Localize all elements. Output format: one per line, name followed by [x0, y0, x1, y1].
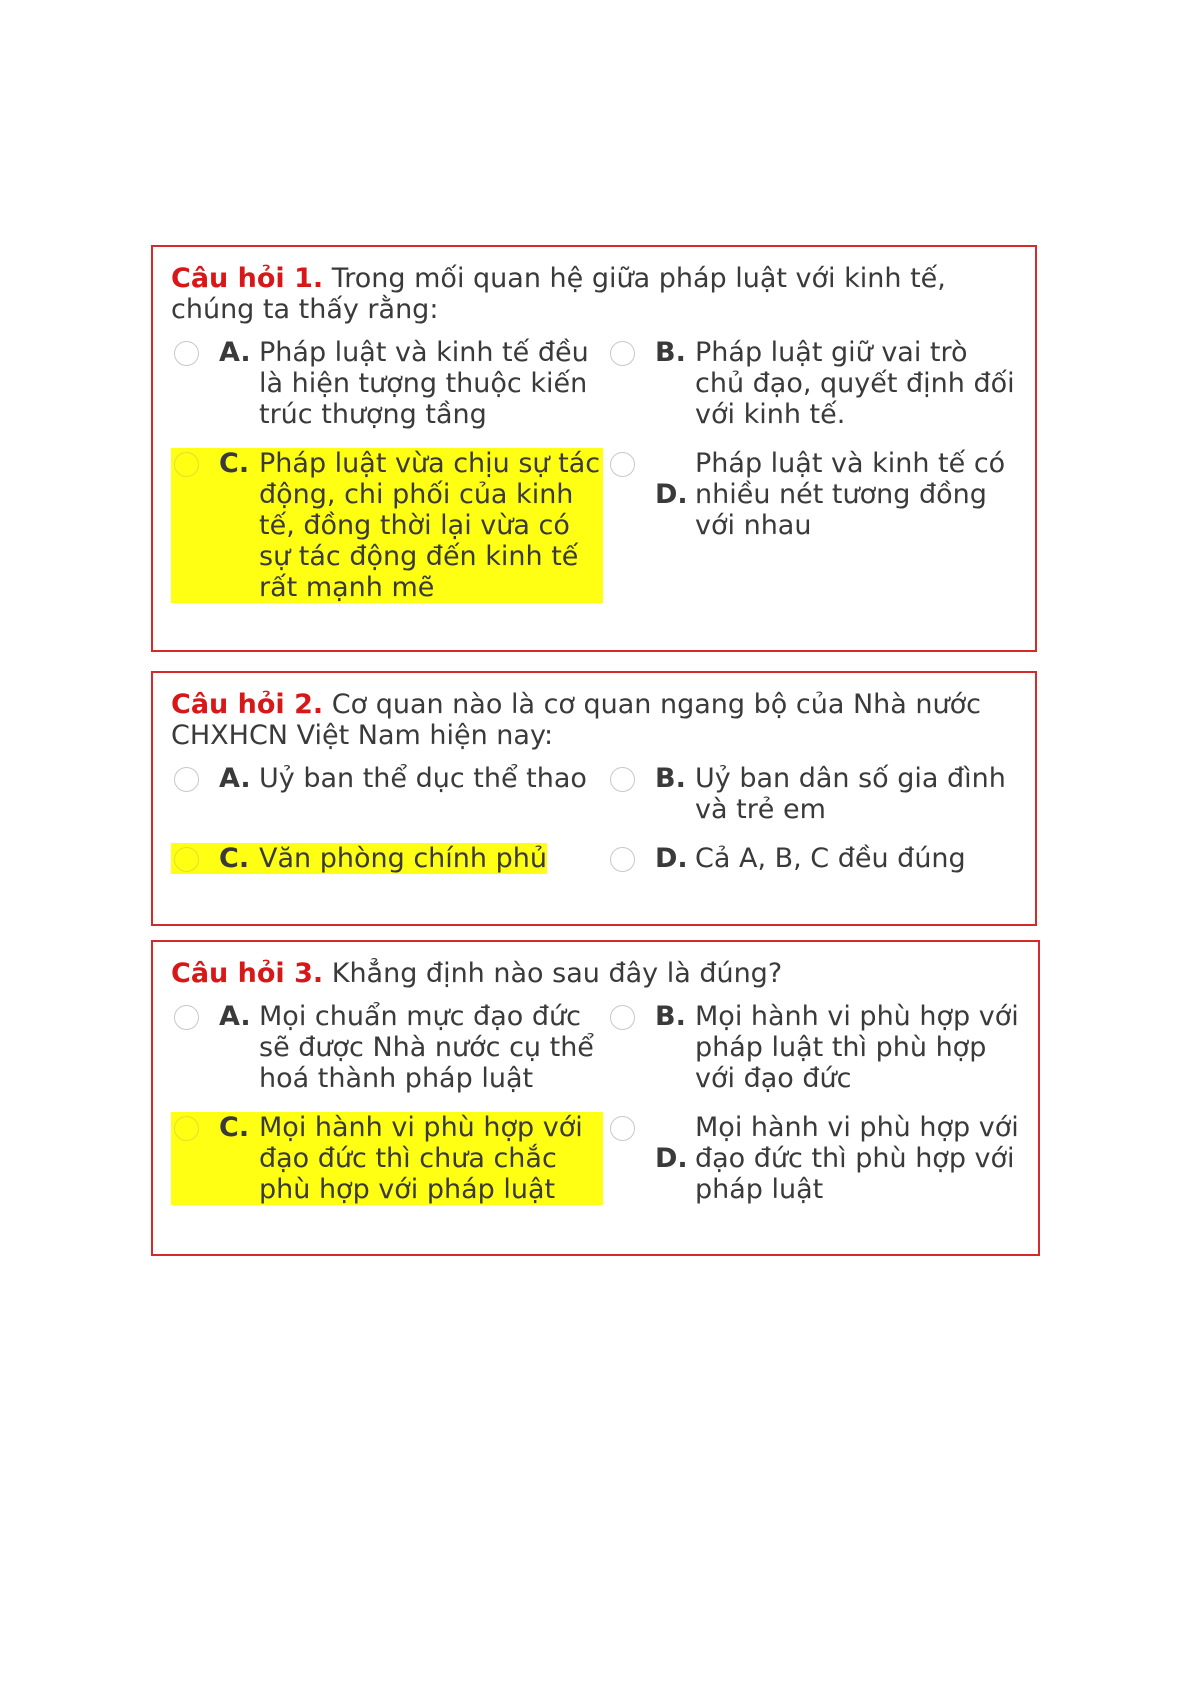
options-grid — [171, 337, 1017, 603]
question-card-3 — [151, 940, 1040, 1256]
option-c-selected[interactable] — [171, 1112, 603, 1205]
radio-button[interactable] — [174, 1005, 199, 1030]
option-letter: A. — [219, 1001, 251, 1032]
question-text: Khẳng định nào sau đây là đúng? — [331, 958, 783, 989]
radio-button[interactable] — [174, 452, 199, 477]
option-d[interactable] — [607, 1112, 1023, 1205]
option-letter: D. — [655, 1143, 688, 1174]
option-text: Uỷ ban thể dục thể thao — [259, 763, 587, 794]
radio-button[interactable] — [174, 1116, 199, 1141]
option-letter: D. — [655, 479, 688, 510]
question-title — [171, 263, 1017, 325]
question-number: Câu hỏi 1. — [171, 263, 324, 294]
radio-button[interactable] — [610, 767, 635, 792]
option-letter: C. — [219, 843, 250, 874]
question-card-2 — [151, 671, 1037, 926]
option-letter: C. — [219, 1112, 250, 1143]
question-number: Câu hỏi 3. — [171, 958, 324, 989]
option-text: Mọi chuẩn mực đạo đức sẽ được Nhà nước cụ thể hoá thành pháp luật — [259, 1001, 594, 1094]
option-c-selected[interactable] — [171, 843, 603, 874]
option-text: Mọi hành vi phù hợp với đạo đức thì phù hợp với pháp luật — [695, 1112, 1019, 1205]
question-text: Cơ quan nào là cơ quan ngang bộ của Nhà nước CHXHCN Việt Nam hiện nay: — [171, 689, 981, 751]
option-a[interactable] — [171, 763, 603, 825]
question-title — [171, 689, 1017, 751]
question-number: Câu hỏi 2. — [171, 689, 324, 720]
radio-button[interactable] — [610, 452, 635, 477]
option-letter: C. — [219, 448, 250, 479]
radio-button[interactable] — [174, 847, 199, 872]
option-text: Cả A, B, C đều đúng — [695, 843, 966, 874]
option-d[interactable] — [607, 448, 1023, 603]
option-a[interactable] — [171, 1001, 603, 1094]
options-grid — [171, 1001, 1020, 1205]
option-text: Uỷ ban dân số gia đình và trẻ em — [695, 763, 1006, 825]
option-letter: D. — [655, 843, 688, 874]
option-text: Pháp luật vừa chịu sự tác động, chi phối của kinh tế, đồng thời lại vừa có sự tác động đến kinh tế rất mạnh mẽ — [259, 448, 601, 603]
option-b[interactable] — [607, 763, 1023, 825]
option-letter: B. — [655, 763, 686, 794]
option-letter: A. — [219, 763, 251, 794]
option-letter: A. — [219, 337, 251, 368]
question-card-1 — [151, 245, 1037, 652]
radio-button[interactable] — [610, 1005, 635, 1030]
option-text: Pháp luật giữ vai trò chủ đạo, quyết định đối với kinh tế. — [695, 337, 1015, 430]
selected-highlight — [171, 843, 547, 874]
options-grid — [171, 763, 1017, 874]
option-text: Văn phòng chính phủ — [259, 843, 547, 874]
radio-button[interactable] — [610, 341, 635, 366]
question-title — [171, 958, 1020, 989]
option-letter: B. — [655, 337, 686, 368]
radio-button[interactable] — [610, 847, 635, 872]
radio-button[interactable] — [174, 341, 199, 366]
question-text: Trong mối quan hệ giữa pháp luật với kinh tế, chúng ta thấy rằng: — [171, 263, 946, 325]
radio-button[interactable] — [610, 1116, 635, 1141]
option-text: Pháp luật và kinh tế có nhiều nét tương đồng với nhau — [695, 448, 1006, 541]
option-text: Pháp luật và kinh tế đều là hiện tượng thuộc kiến trúc thượng tầng — [259, 337, 589, 430]
option-letter: B. — [655, 1001, 686, 1032]
option-text: Mọi hành vi phù hợp với đạo đức thì chưa chắc phù hợp với pháp luật — [259, 1112, 583, 1205]
radio-button[interactable] — [174, 767, 199, 792]
option-text: Mọi hành vi phù hợp với pháp luật thì phù hợp với đạo đức — [695, 1001, 1019, 1094]
option-b[interactable] — [607, 337, 1023, 430]
option-a[interactable] — [171, 337, 603, 430]
option-b[interactable] — [607, 1001, 1023, 1094]
option-c-selected[interactable] — [171, 448, 603, 603]
option-d[interactable] — [607, 843, 1023, 874]
